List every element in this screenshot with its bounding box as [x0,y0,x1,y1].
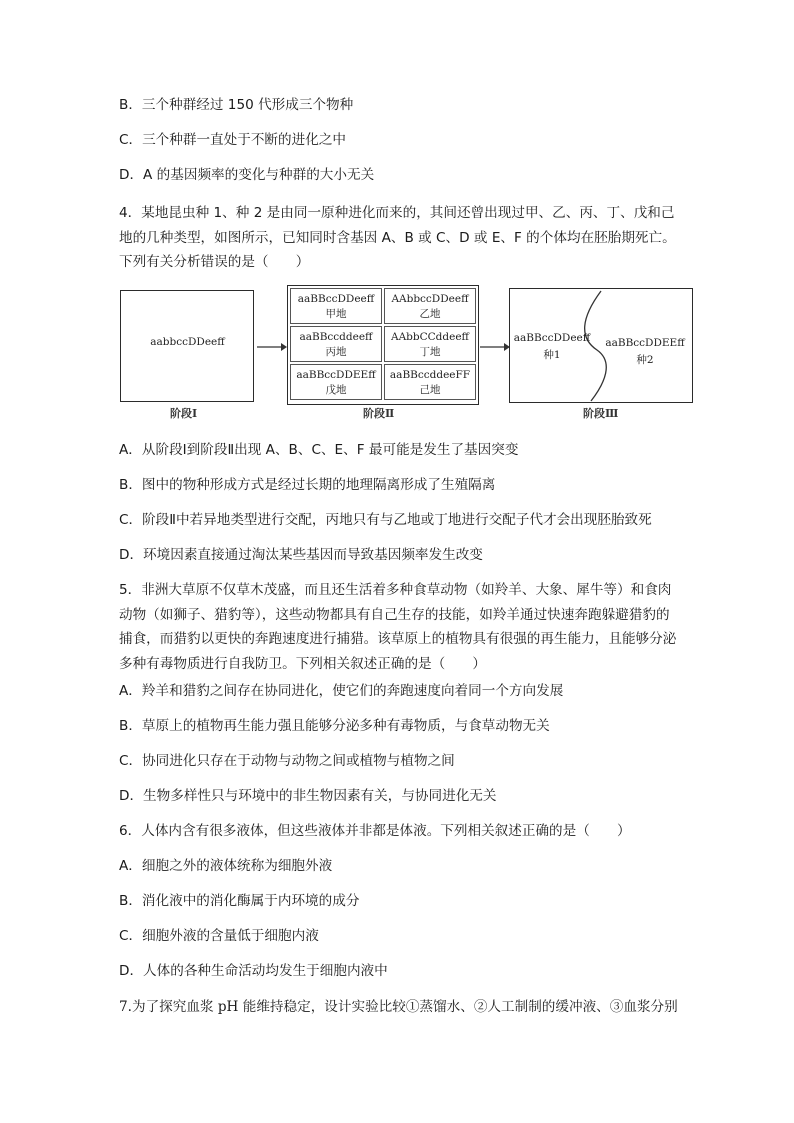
q6-option-b: B．消化液中的消化酶属于内环境的成分 [119,893,360,909]
cell-place: 乙地 [419,308,441,320]
q4-option-d: D．环境因素直接通过淘汰某些基因而导致基因频率发生改变 [119,547,483,563]
q6-option-a: A．细胞之外的液体统称为细胞外液 [119,858,333,874]
species1-label: 种1 [543,349,561,361]
stage2-cell-1 [290,288,382,324]
cell-genotype: AAbbccDDeeff [391,293,469,305]
stage2-cell-6 [384,364,476,400]
q5-option-c: C．协同进化只存在于动物与动物之间或植物与植物之间 [119,753,455,769]
q4-option-a: A．从阶段Ⅰ到阶段Ⅱ出现 A、B、C、E、F 最可能是发生了基因突变 [119,442,519,458]
q3-option-d: D．A 的基因频率的变化与种群的大小无关 [119,167,375,183]
cell-genotype: aaBBccddeeff [299,331,373,343]
q5-option-b: B．草原上的植物再生能力强且能够分泌多种有毒物质，与食草动物无关 [119,718,550,734]
q6-option-c: C．细胞外液的含量低于细胞内液 [119,928,319,944]
cell-genotype: aaBBccDDEEff [296,369,376,381]
q5-option-a: A．羚羊和猎豹之间存在协同进化，使它们的奔跑速度向着同一个方向发展 [119,683,564,699]
q5-option-d: D．生物多样性只与环境中的非生物因素有关，与协同进化无关 [119,788,497,804]
stage2-cell-5 [290,364,382,400]
cell-genotype: AAbbCCddeeff [390,331,469,343]
q3-option-b: B．三个种群经过 150 代形成三个物种 [119,97,354,113]
q3-option-c: C．三个种群一直处于不断的进化之中 [119,132,346,148]
cell-place: 戊地 [325,384,347,396]
q4-option-c: C．阶段Ⅱ中若异地类型进行交配，丙地只有与乙地或丁地进行交配子代才会出现胚胎致死 [119,512,652,528]
q7-stem: 7.为了探究血浆 pH 能维持稳定，设计实验比较①蒸馏水、②人工制制的缓冲液、③血浆分别 [119,999,678,1015]
cell-place: 甲地 [325,308,347,320]
species2-genotype: aaBBccDDEEff [605,337,685,349]
q4-option-b: B．图中的物种形成方式是经过长期的地理隔离形成了生殖隔离 [119,477,496,493]
stage1-label: 阶段Ⅰ [170,407,198,420]
species1-genotype: aaBBccDDeeff [513,332,591,344]
stage2-cell-2 [384,288,476,324]
q5-stem: 5．非洲大草原不仅草木茂盛，而且还生活着多种食草动物（如羚羊、大象、犀牛等）和食肉动物（如狮子、猎豹等），这些动物都具有自己生存的技能，如羚羊通过快速奔跑躲避猎豹的捕食，而猎豹以更快的奔跑速度进行捕猎。该草原上的植物具有很强的再生能力，且能够分泌多种有毒物质进行自我防卫。下列相关叙述正确的是（ ） [119,582,677,672]
stage2-cell-4 [384,326,476,362]
stage3-label: 阶段Ⅲ [583,407,619,420]
stage1-genotype: aabbccDDeeff [150,336,225,348]
cell-genotype: aaBBccDDeeff [297,293,375,305]
arrow-right-icon [257,341,287,353]
stage2-cell-3 [290,326,382,362]
q6-option-d: D．人体的各种生命活动均发生于细胞内液中 [119,963,388,979]
stage2-label: 阶段Ⅱ [363,407,395,420]
cell-place: 丙地 [325,346,347,358]
cell-place: 己地 [419,384,441,396]
q6-stem: 6．人体内含有很多液体，但这些液体并非都是体液。下列相关叙述正确的是（ ） [119,823,631,839]
species2-label: 种2 [636,354,654,366]
arrow-right-icon [480,341,510,353]
cell-genotype: aaBBccddeeFF [389,369,471,381]
q4-figure [120,283,694,425]
cell-place: 丁地 [419,346,441,358]
q4-stem: 4．某地昆虫种 1、种 2 是由同一原种进化而来的，其间还曾出现过甲、乙、丙、丁、戊和己地的几种类型，如图所示，已知同时含基因 A、B 或 C、D 或 E、F 的个体均在胚胎期死亡。下列有关分析错误的是（ ） [119,205,676,270]
